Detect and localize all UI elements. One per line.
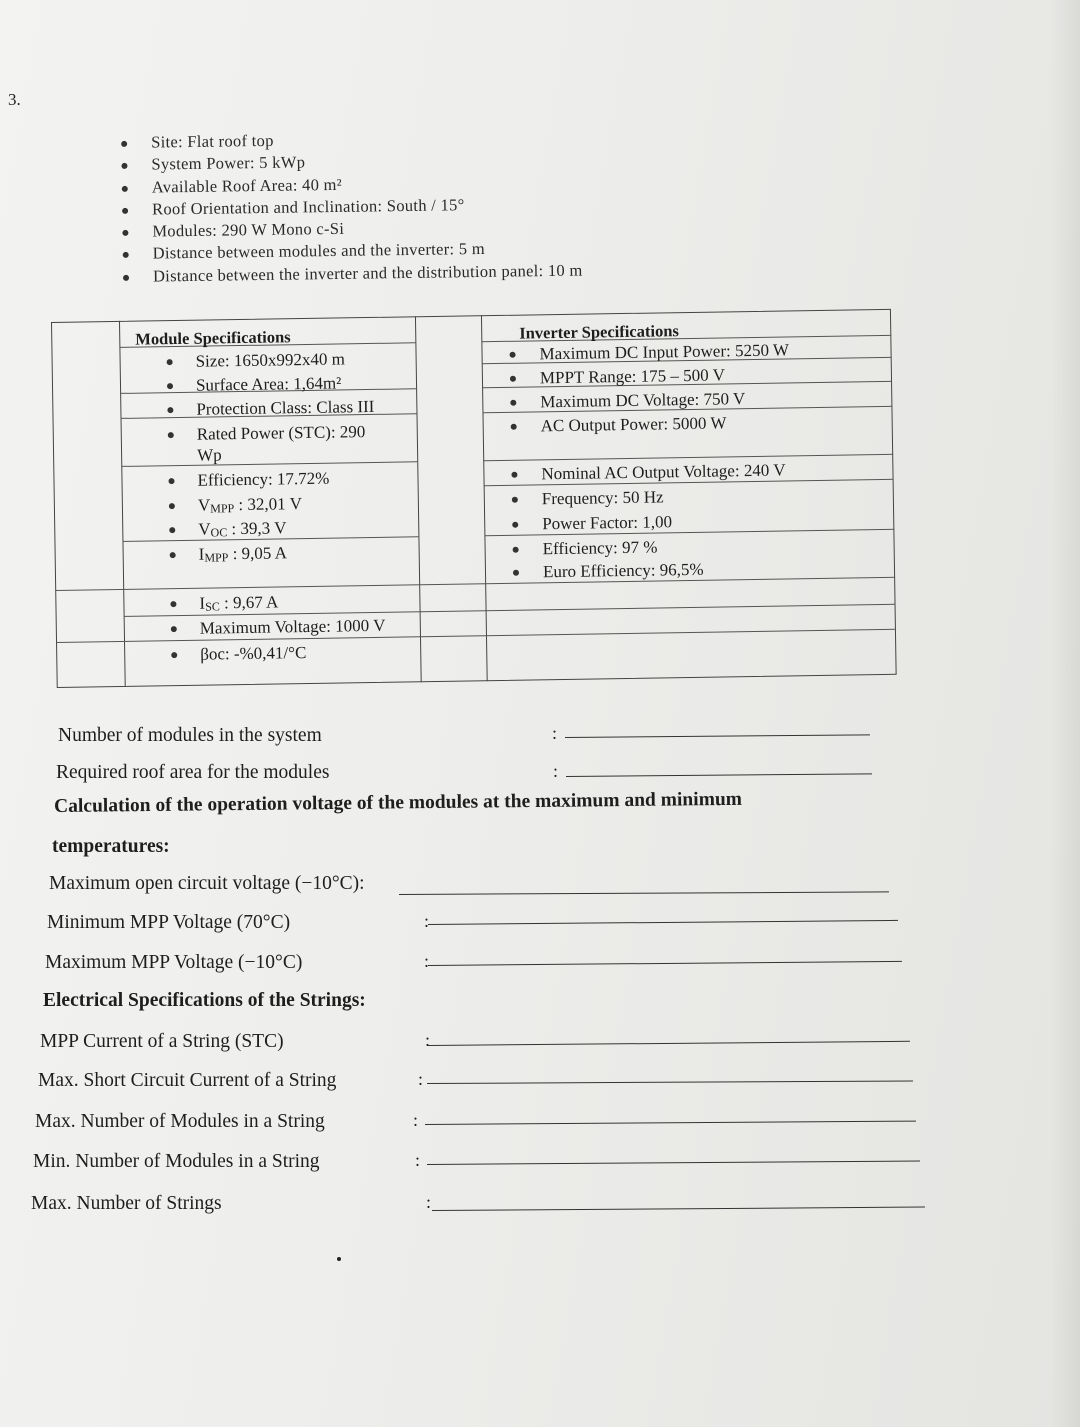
- answer-colon: :: [553, 761, 559, 781]
- inverter-spec-text: Maximum DC Voltage: 750 V: [540, 389, 746, 412]
- bullet-icon: [121, 141, 127, 147]
- question-min-modules-in-string: Min. Number of Modules in a String: [33, 1151, 320, 1172]
- module-spec-item: [168, 643, 306, 665]
- module-spec-text: Protection Class: Class III: [196, 396, 375, 419]
- answer-line-mpp-current[interactable]: [428, 1041, 910, 1046]
- answer-colon: :: [426, 1192, 432, 1212]
- bullet-icon: [513, 570, 519, 576]
- list-item-text: Site: Flat roof top: [151, 130, 274, 152]
- string-specs-heading: Electrical Specifications of the Strings:: [43, 990, 366, 1011]
- bullet-icon: [169, 527, 175, 533]
- bullet-icon: [171, 652, 177, 658]
- answer-line-max-mpp-voltage[interactable]: [428, 961, 902, 966]
- answer-line-max-short-circuit-current[interactable]: [427, 1080, 913, 1084]
- calculation-heading: Calculation of the operation voltage of the modules at the maximum and minimum: [54, 788, 743, 817]
- list-item-text: System Power: 5 kWp: [151, 152, 306, 174]
- question-max-number-of-strings: Max. Number of Strings: [31, 1193, 222, 1214]
- bullet-icon: [510, 400, 516, 406]
- answer-line-max-number-of-strings[interactable]: [432, 1207, 925, 1211]
- bullet-icon: [123, 275, 129, 281]
- impp-symbol: I: [198, 544, 205, 564]
- inverter-spec-text: Efficiency: 97 %: [542, 537, 658, 559]
- module-spec-text: βoc: -%0,41/°C: [200, 643, 307, 664]
- question-required-roof-area: Required roof area for the modules: [56, 762, 330, 783]
- module-spec-item: [166, 518, 287, 543]
- answer-colon: :: [425, 1030, 431, 1050]
- bullet-icon: [510, 352, 516, 358]
- module-spec-item: [163, 349, 345, 372]
- inverter-spec-item: [509, 512, 672, 535]
- module-spec-item: [166, 494, 302, 519]
- vmpp-value: : 32,01 V: [234, 494, 303, 515]
- list-item-text: Distance between the inverter and the distribution panel: 10 m: [152, 260, 583, 286]
- question-number-of-modules: Number of modules in the system: [58, 725, 322, 746]
- question-number: 3.: [8, 90, 21, 109]
- list-item-text: Distance between modules and the inverter: 5 m: [152, 239, 486, 264]
- bullet-icon: [171, 626, 177, 632]
- vmpp-symbol: V: [197, 495, 211, 515]
- answer-line-max-modules-in-string[interactable]: [425, 1121, 916, 1125]
- bullet-icon: [167, 383, 173, 389]
- bullet-icon: [512, 497, 518, 503]
- bullet-icon: [510, 376, 516, 382]
- bullet-icon: [512, 522, 518, 528]
- question-max-modules-in-string: Max. Number of Modules in a String: [35, 1111, 325, 1132]
- answer-line-min-mpp-voltage[interactable]: [428, 920, 898, 925]
- question-max-short-circuit-current: Max. Short Circuit Current of a String: [38, 1070, 337, 1091]
- inverter-spec-item: [507, 389, 745, 413]
- inverter-spec-text: Maximum DC Input Power: 5250 W: [539, 340, 790, 364]
- vmpp-subscript: MPP: [210, 501, 235, 516]
- module-specs-title: Module Specifications: [135, 327, 291, 349]
- bullet-icon: [169, 503, 175, 509]
- voc-subscript: OC: [210, 525, 228, 540]
- answer-colon: :: [424, 951, 430, 971]
- inverter-spec-item: [507, 365, 725, 388]
- bullet-icon: [122, 185, 128, 191]
- bullet-icon: [170, 601, 176, 607]
- question-max-open-circuit-voltage: Maximum open circuit voltage (−10°C):: [49, 873, 365, 894]
- question-max-mpp-voltage: Maximum MPP Voltage (−10°C): [45, 952, 303, 973]
- inverter-spec-item: [509, 487, 664, 509]
- voc-value: : 39,3 V: [227, 518, 287, 539]
- specifications-table: [51, 309, 897, 688]
- module-spec-item: [165, 422, 366, 445]
- question-min-mpp-voltage: Minimum MPP Voltage (70°C): [47, 912, 291, 933]
- inverter-spec-text: Euro Efficiency: 96,5%: [542, 559, 704, 582]
- module-spec-item: [167, 592, 278, 617]
- module-spec-text: Wp: [196, 445, 222, 465]
- module-spec-item: [164, 397, 374, 420]
- inverter-spec-text: Nominal AC Output Voltage: 240 V: [541, 460, 786, 484]
- inverter-spec-item: [508, 413, 727, 436]
- bullet-icon: [122, 208, 128, 214]
- isc-subscript: SC: [205, 599, 220, 614]
- inverter-spec-item: [509, 538, 657, 560]
- bullet-icon: [511, 424, 517, 430]
- impp-subscript: MPP: [204, 550, 229, 565]
- module-spec-text: Maximum Voltage: 1000 V: [199, 615, 386, 638]
- module-spec-text: Efficiency: 17.72%: [197, 468, 330, 490]
- answer-line-roof-area[interactable]: [566, 773, 872, 777]
- module-spec-item: [165, 469, 329, 492]
- bullet-icon: [511, 472, 517, 478]
- bullet-icon: [168, 478, 174, 484]
- impp-value: : 9,05 A: [228, 543, 288, 564]
- calculation-heading-continued: temperatures:: [52, 836, 170, 857]
- bullet-icon: [123, 252, 129, 258]
- list-item-text: Available Roof Area: 40 m²: [151, 174, 343, 197]
- answer-line-min-modules-in-string[interactable]: [427, 1161, 920, 1165]
- bullet-icon: [167, 359, 173, 365]
- isc-value: : 9,67 A: [219, 592, 279, 613]
- answer-line-max-open-circuit-voltage[interactable]: [399, 891, 889, 895]
- answer-colon: :: [552, 723, 558, 743]
- answer-colon: :: [413, 1110, 419, 1130]
- system-parameters-list: [118, 123, 740, 288]
- module-spec-text: Size: 1650x992x40 m: [195, 349, 345, 371]
- question-mpp-current: MPP Current of a String (STC): [40, 1031, 284, 1052]
- bullet-icon: [167, 407, 173, 413]
- bullet-icon: [170, 552, 176, 558]
- answer-colon: :: [415, 1150, 421, 1170]
- inverter-spec-text: MPPT Range: 175 – 500 V: [539, 365, 726, 388]
- answer-line-number-of-modules[interactable]: [565, 734, 870, 738]
- module-spec-item: [164, 373, 342, 396]
- bullet-icon: [168, 432, 174, 438]
- stray-dot: [337, 1257, 341, 1261]
- voc-symbol: V: [198, 519, 211, 539]
- bullet-icon: [122, 230, 128, 236]
- page-edge-shadow: [1050, 0, 1080, 1427]
- answer-colon: :: [424, 911, 430, 931]
- bullet-icon: [121, 163, 127, 169]
- inverter-spec-text: Power Factor: 1,00: [542, 512, 673, 534]
- module-spec-text: Surface Area: 1,64m²: [195, 373, 342, 395]
- inverter-spec-text: AC Output Power: 5000 W: [540, 413, 727, 436]
- inverter-spec-item: [510, 560, 704, 583]
- module-spec-item: [168, 616, 386, 639]
- module-spec-item-continued: [165, 445, 222, 466]
- bullet-icon: [513, 547, 519, 553]
- list-item-text: Roof Orientation and Inclination: South / 15°: [151, 195, 465, 219]
- isc-symbol: I: [199, 593, 206, 613]
- inverter-specs-title: Inverter Specifications: [519, 321, 680, 343]
- module-spec-text: Rated Power (STC): 290: [196, 422, 366, 444]
- list-item-text: Modules: 290 W Mono c-Si: [152, 219, 345, 241]
- inverter-spec-text: Frequency: 50 Hz: [541, 487, 664, 509]
- answer-colon: :: [418, 1069, 424, 1089]
- module-spec-item: [167, 543, 288, 568]
